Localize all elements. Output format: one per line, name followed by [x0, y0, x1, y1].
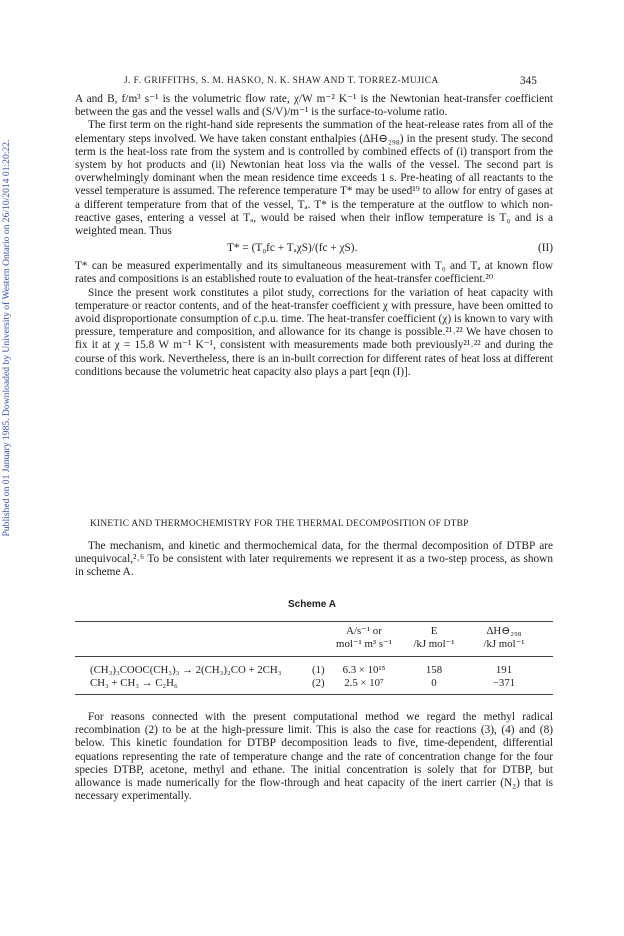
header-E-line2: /kJ mol⁻¹: [413, 637, 455, 650]
upper-text-block: [75, 93, 553, 379]
header-E: [402, 625, 466, 650]
download-stamp: [1, 122, 15, 554]
section-intro: [75, 540, 553, 580]
lower-text-block: [75, 711, 553, 803]
reaction-2: CH₃ + CH₃ → C₂H₆: [90, 677, 178, 689]
header-A-line2: mol⁻¹ m³ s⁻¹: [336, 637, 392, 650]
reaction-1-dH: 191: [495, 664, 513, 676]
table-bottom-rule: [75, 694, 553, 695]
reaction-2-number: (2): [312, 677, 325, 689]
header-E-line1: E: [430, 625, 438, 637]
header-A-line1: A/s⁻¹ or: [346, 625, 382, 637]
reaction-2-A: 2.5 × 10⁷: [344, 677, 384, 689]
running-header-authors: J. F. GRIFFITHS, S. M. HASKO, N. K. SHAW AND T. TORREZ-MUJICA: [124, 76, 439, 86]
equation-number: (II): [537, 242, 553, 255]
table-top-rule: [75, 621, 553, 622]
equation-text: T* = (T₀fc + TₐχS)/(fc + χS).: [227, 242, 358, 255]
paragraph-3: T* can be measured experimentally and its simultaneous measurement with T₀ and Tₐ at known flow rates and compositions is an established route to evaluation of the heat-transfer coefficient.²⁰: [75, 260, 553, 286]
section-heading: [90, 519, 469, 529]
paragraph-5: The mechanism, and kinetic and thermochemical data, for the thermal decomposition of DTBP are unequivocal,²˒⁶ To be consistent with later requirements we represent it as a two-step process, as shown in scheme A.: [75, 540, 553, 579]
page-number: 345: [520, 75, 537, 87]
header-dH-line1: ΔH⊖₂₉₈: [486, 625, 522, 637]
paragraph-1: A and B, f/m³ s⁻¹ is the volumetric flow rate, χ/W m⁻² K⁻¹ is the Newtonian heat-transfer coefficient between the gas and the vessel walls and (S/V)/m⁻¹ is the surface-to-volume ratio.: [75, 93, 553, 119]
paragraph-4: Since the present work constitutes a pilot study, corrections for the variation of heat capacity with temperature or reactor contents, and of the heat-transfer coefficient χ with pressure, have been omitted to avoid disproportionate consumption of c.p.u. time. The heat-transfer coefficient (χ) is known to vary with pressure, temperature and composition, and allowance for its change is possible.²¹˒²² We have chosen to fix it at χ = 15.8 W m⁻¹ K⁻¹, consistent with measurements made both previously²¹˒²² and during the course of this work. Nevertheless, there is an in-built correction for different rates of heat loss at different conditions because the volumetric heat capacity also plays a part [eqn (I)].: [75, 286, 553, 378]
running-header: [0, 76, 624, 90]
header-dH: [470, 625, 538, 650]
reaction-1: (CH₃)₃COOC(CH₃)₃ → 2(CH₃)₂CO + 2CH₃: [90, 664, 282, 676]
section-heading-text: KINETIC AND THERMOCHEMISTRY FOR THE THERMAL DECOMPOSITION OF DTBP: [90, 519, 469, 529]
table-header-rule: [75, 656, 553, 657]
download-stamp-text: Published on 01 January 1985. Downloaded by University of Western Ontario on 26/10/2014 01:20:22.: [1, 139, 12, 537]
equation-II: [75, 238, 553, 260]
reaction-1-number: (1): [312, 664, 325, 676]
scheme-title: Scheme A: [288, 599, 336, 610]
paragraph-2: The first term on the right-hand side represents the summation of the heat-release rates from all of the elementary steps involved. We have taken constant enthalpies (ΔH⊖₂₉₈) in the present study. The second term is the heat-loss rate from the system and is controlled by combined effects of (i) transport from the system by hot products and (ii) Newtonian heat loss via the walls of the vessel. The second part is overwhelmingly dominant when the mean residence time exceeds 1 s. Pre-heating of all reactants to the vessel temperature is assumed. The reference temperature T* may be used¹⁹ to allow for entry of gases at a different temperature from that of the vessel, Tₐ. T* is the temperature at the outflow to which non-reactive gases, entering a vessel at Tₐ, would be raised when their inflow temperature is T₀ and is a weighted mean. Thus: [75, 119, 553, 238]
paragraph-6: For reasons connected with the present computational method we regard the methyl radical recombination (2) to be at the high-pressure limit. This is also the case for reactions (3), (4) and (8) below. This kinetic foundation for DTBP decomposition leads to five, time-dependent, differential equations representing the rate of temperature change and the rate of concentration change for the four species DTBP, acetone, methyl and ethane. The initial concentration is solely that for DTBP, but allowance is made numerically for the flow-through and heat capacity of the inert carrier (N₂) that is necessary experimentally.: [75, 711, 553, 803]
reaction-1-E: 158: [425, 664, 443, 676]
reaction-1-A: 6.3 × 10¹⁵: [342, 664, 386, 676]
reaction-2-E: 0: [431, 677, 437, 689]
reaction-2-dH: −371: [492, 677, 516, 689]
header-dH-line2: /kJ mol⁻¹: [483, 637, 525, 650]
header-A: [328, 625, 400, 650]
